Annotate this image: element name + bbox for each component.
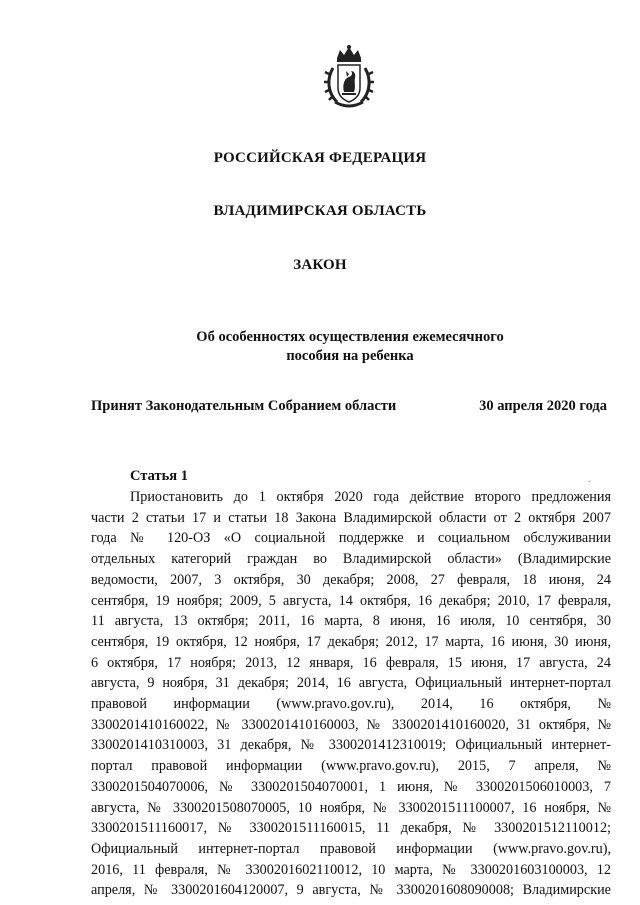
article-body-line: 3300201410160022, № 3300201410160003, № 3300201410160020, 31 октября, №	[91, 716, 611, 733]
article-body-line: части 2 статьи 17 и статьи 18 Закона Владимирской области от 2 октября 2007	[91, 509, 611, 526]
article-body-line: 6 октября, 17 ноября; 2013, 12 января, 16 февраля, 15 июня, 17 августа, 24	[91, 654, 611, 671]
coat-of-arms-emblem	[323, 44, 375, 110]
article-body-line: правовой информации (www.pravo.gov.ru), 2014, 16 октября, №	[91, 696, 611, 713]
article-body-line: августа, № 3300201508070005, 10 ноября, № 3300201511100007, 16 ноября, №	[91, 799, 611, 816]
adopted-by: Принят Законодательным Собранием области	[91, 398, 397, 414]
margin-mark: .	[588, 474, 591, 485]
article-body-line: Приостановить до 1 октября 2020 года действие второго предложения	[130, 489, 611, 505]
article-body-line: портал правовой информации (www.pravo.gov.ru), 2015, 7 апреля, №	[91, 758, 611, 775]
article-body-line: сентября, 19 ноября; 2009, 5 августа, 14 октября, 16 декабря; 2010, 17 февраля,	[91, 592, 611, 609]
article-body-line: ведомости, 2007, 3 октября, 30 декабря; 2008, 27 февраля, 18 июня, 24	[91, 571, 611, 588]
article-body-line: апреля, № 3300201604120007, 9 августа, № 3300201608090008; Владимирские	[91, 882, 611, 899]
article-body-line: Официальный интернет-портал правовой информации (www.pravo.gov.ru),	[91, 840, 611, 857]
law-title	[150, 328, 550, 366]
article-body-line: августа, 9 ноября, 31 декабря; 2014, 16 августа, Официальный интернет-портал	[91, 675, 611, 692]
region-heading: ВЛАДИМИРСКАЯ ОБЛАСТЬ	[213, 203, 427, 219]
article-body-line: 3300201504070006, № 3300201504070001, 1 июня, № 3300201506010003, 7	[91, 778, 611, 795]
law-title-line-1: Об особенностях осуществления ежемесячного	[196, 329, 504, 345]
article-heading: Статья 1	[130, 468, 188, 484]
adoption-date: 30 апреля 2020 года	[479, 398, 607, 414]
adoption-line	[91, 398, 607, 415]
article-body-line: года № 120-ОЗ «О социальной поддержке и социальном обслуживании	[91, 530, 611, 547]
law-title-line-2: пособия на ребенка	[286, 348, 414, 364]
article-body-line: 3300201410310003, 31 декабря, № 3300201412310019; Официальный интернет-	[91, 737, 611, 754]
article-body	[91, 487, 611, 901]
article-body-line: сентября, 19 октября, 12 ноября, 17 декабря; 2012, 17 марта, 16 июня, 30 июня,	[91, 633, 611, 650]
article-body-line: 2016, 11 февраля, № 3300201602110012, 10 марта, № 3300201603100003, 12	[91, 861, 611, 878]
article-body-line: отдельных категорий граждан во Владимирской области» (Владимирские	[91, 551, 611, 568]
article-body-line: 3300201511160017, № 3300201511160015, 11 декабря, № 3300201512110012;	[91, 820, 611, 837]
country-heading: РОССИЙСКАЯ ФЕДЕРАЦИЯ	[213, 150, 427, 166]
article-body-line: 11 августа, 13 октября; 2011, 16 марта, 8 июня, 16 июля, 10 сентября, 30	[91, 613, 611, 630]
document-type-heading: ЗАКОН	[293, 257, 347, 273]
